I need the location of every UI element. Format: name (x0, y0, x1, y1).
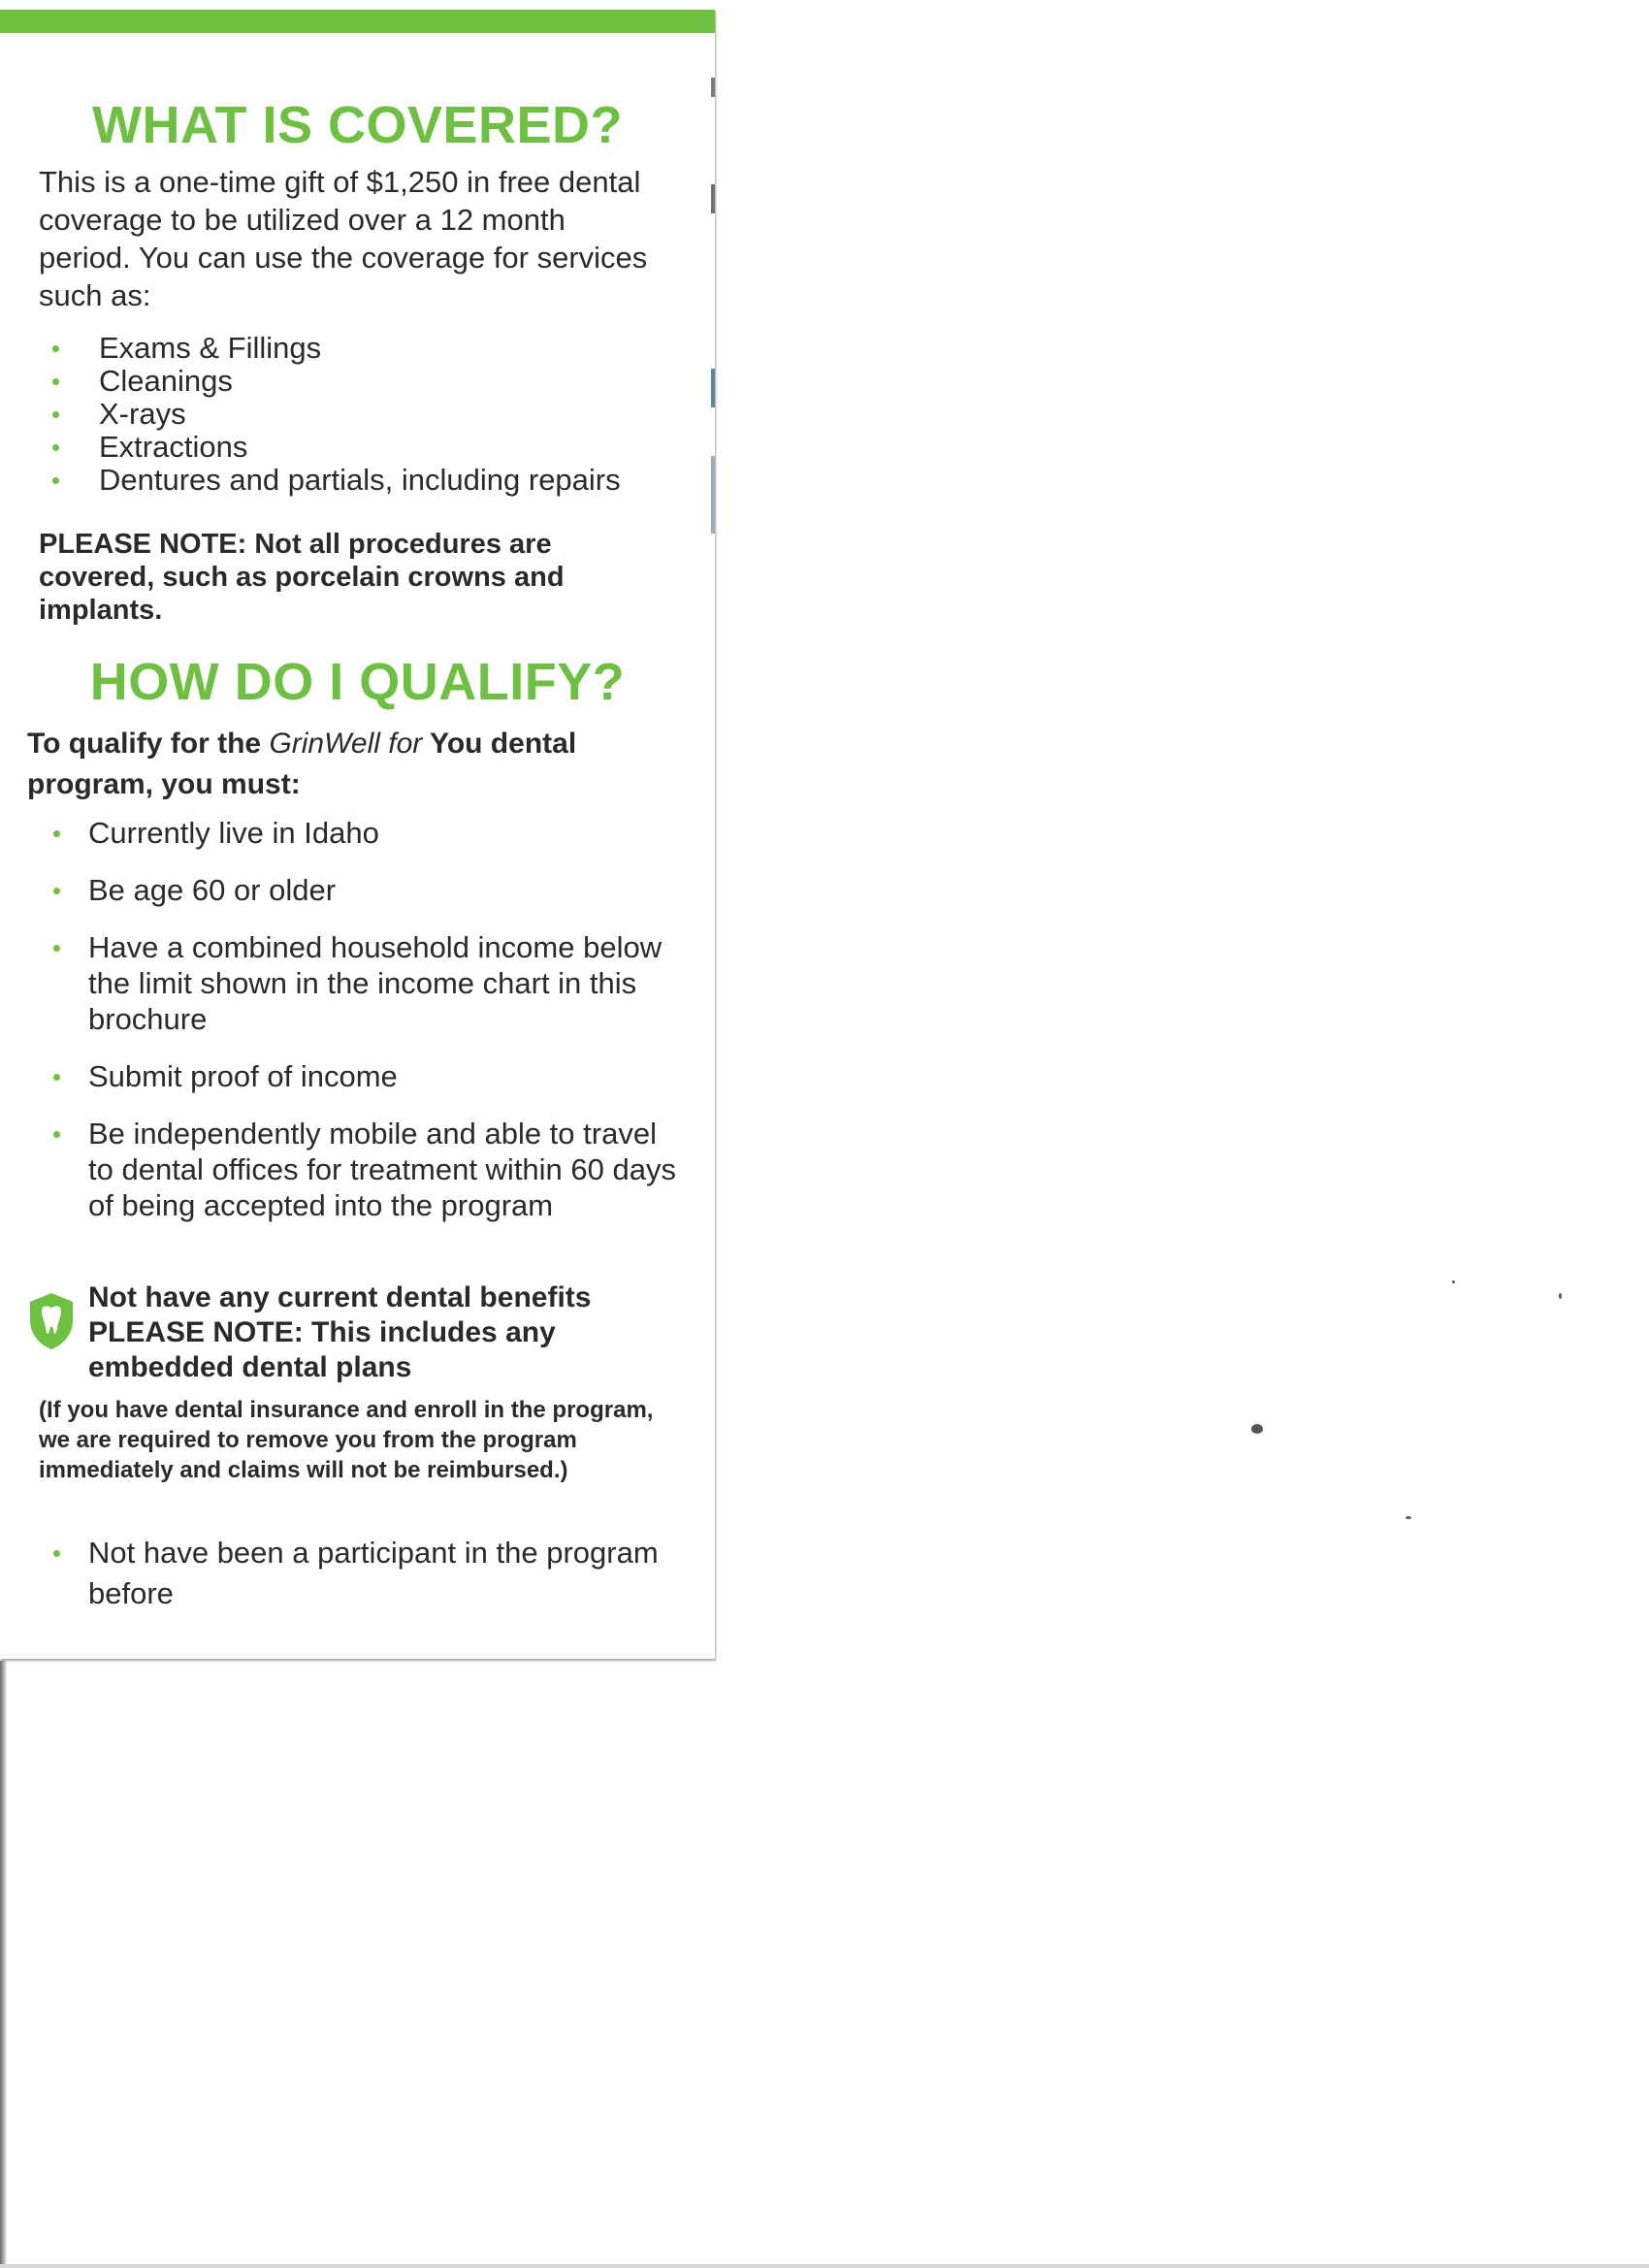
scan-speck (1406, 1516, 1411, 1519)
list-item: Cleanings (39, 365, 621, 398)
scan-edge-shadow (0, 1661, 7, 2268)
bullet-icon (53, 1550, 60, 1557)
list-item: Not have been a participant in the program before (27, 1533, 687, 1614)
bullet-icon (52, 477, 59, 484)
dental-benefits-requirement (27, 1280, 696, 1485)
qualify-intro: To qualify for the GrinWell for You dental program, you must: (27, 728, 577, 800)
tooth-shield-icon (27, 1291, 76, 1351)
scan-speck (1452, 1280, 1455, 1283)
bullet-icon (53, 1074, 60, 1081)
list-item: Be age 60 or older (27, 872, 687, 908)
final-requirement-list (27, 1533, 687, 1614)
what-is-covered-heading: WHAT IS COVERED? (92, 96, 623, 154)
scan-bottom-edge (0, 2264, 1649, 2268)
how-do-i-qualify-heading: HOW DO I QUALIFY? (89, 653, 626, 711)
green-top-bar (0, 10, 715, 33)
scan-speck (1559, 1293, 1562, 1299)
benefits-requirement-text: Not have any current dental benefits PLEASE NOTE: This includes any embedded dental plans (88, 1281, 592, 1383)
bullet-icon (53, 830, 60, 837)
procedures-note: PLEASE NOTE: Not all procedures are covered, such as porcelain crowns and implants. (39, 529, 565, 626)
insurance-disclaimer: (If you have dental insurance and enroll in the program, we are required to remove you from the program immediately and claims will not be reimbursed.) (39, 1397, 654, 1483)
bullet-icon (52, 444, 59, 451)
coverage-intro: This is a one-time gift of $1,250 in free dental coverage to be utilized over a 12 month period. You can use the coverage for services such as: (39, 165, 648, 312)
list-item: Be independently mobile and able to travel to dental offices for treatment within 60 days of being accepted into the program (27, 1116, 687, 1223)
bullet-icon (52, 411, 59, 418)
requirements-list (27, 815, 687, 1245)
bullet-icon (53, 888, 60, 894)
list-item: Have a combined household income below the limit shown in the income chart in this brochure (27, 929, 687, 1037)
list-item: Dentures and partials, including repairs (39, 464, 621, 497)
bullet-icon (53, 945, 60, 952)
scan-speck (1251, 1424, 1263, 1434)
bullet-icon (52, 345, 59, 352)
list-item: Exams & Fillings (39, 332, 621, 365)
services-list (39, 332, 621, 497)
list-item: Currently live in Idaho (27, 815, 687, 851)
list-item: X-rays (39, 398, 621, 431)
brochure-panel (0, 10, 715, 1659)
program-name: GrinWell for (269, 728, 423, 760)
list-item: Extractions (39, 431, 621, 464)
bullet-icon (52, 378, 59, 385)
list-item: Submit proof of income (27, 1058, 687, 1094)
bullet-icon (53, 1131, 60, 1138)
